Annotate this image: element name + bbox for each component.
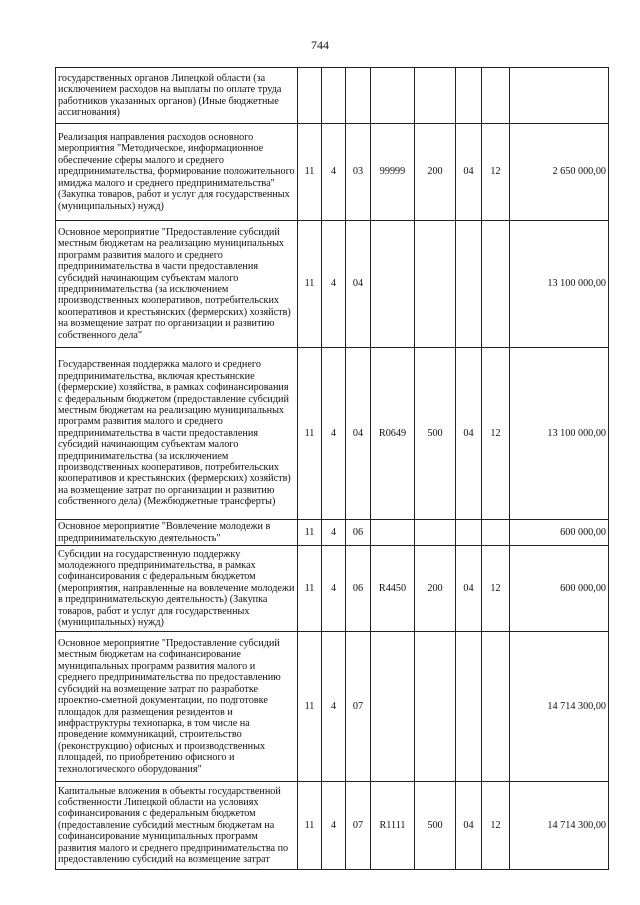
cell-activity: 07	[346, 632, 371, 782]
table-row	[56, 221, 609, 348]
cell-subsection	[482, 632, 510, 782]
row-description: Государственная поддержка малого и среднего предпринимательства, включая крестьянские (фермерские) хозяйства, в рамках софинансирования с федеральным бюджетом (предоставление субсидий местным бюджетам на реализацию муниципальных программ развития малого и среднего предпринимательства в части предоставления субсидий начинающим субъектам малого предпринимательства (за исключением производственных кооперативов, потребительских кооперативов и крестьянских (фермерских) хозяйств) на возмещение затрат по организации и развитию собственного дела) (Межбюджетные трансферты)	[56, 348, 298, 520]
cell-direction: R4450	[371, 546, 415, 632]
cell-activity: 06	[346, 546, 371, 632]
cell-subprogram: 4	[322, 124, 346, 221]
cell-expense-type: 500	[415, 348, 456, 520]
cell-activity: 03	[346, 124, 371, 221]
cell-subsection: 12	[482, 124, 510, 221]
row-description: Основное мероприятие "Вовлечение молодежи в предпринимательскую деятельность"	[56, 520, 298, 546]
cell-subprogram: 4	[322, 348, 346, 520]
cell-amount	[510, 68, 609, 124]
cell-subprogram: 4	[322, 546, 346, 632]
cell-expense-type	[415, 632, 456, 782]
cell-program: 11	[298, 221, 322, 348]
cell-direction: R1111	[371, 782, 415, 870]
cell-program	[298, 68, 322, 124]
cell-activity: 04	[346, 221, 371, 348]
row-description: Капитальные вложения в объекты государственной собственности Липецкой области на условиях софинансирования с федеральным бюджетом (предоставление субсидий местным бюджетам на софинансирование муниципальных программ развития малого и среднего предпринимательства по предоставлению субсидий на возмещение затрат	[56, 782, 298, 870]
table-row	[56, 546, 609, 632]
cell-activity: 04	[346, 348, 371, 520]
cell-amount: 13 100 000,00	[510, 221, 609, 348]
cell-program: 11	[298, 546, 322, 632]
cell-subsection	[482, 68, 510, 124]
cell-expense-type	[415, 68, 456, 124]
cell-program: 11	[298, 782, 322, 870]
cell-subprogram: 4	[322, 221, 346, 348]
cell-subprogram: 4	[322, 520, 346, 546]
cell-amount: 14 714 300,00	[510, 632, 609, 782]
cell-activity: 06	[346, 520, 371, 546]
cell-expense-type	[415, 221, 456, 348]
cell-section: 04	[456, 348, 482, 520]
cell-subsection: 12	[482, 782, 510, 870]
row-description: Реализация направления расходов основного мероприятия "Методическое, информационное обеспечение сферы малого и среднего предпринимательства, формирование положительного имиджа малого и среднего предпринимательства" (Закупка товаров, работ и услуг для государственных (муниципальных) нужд)	[56, 124, 298, 221]
cell-section: 04	[456, 124, 482, 221]
page-number: 744	[311, 38, 329, 52]
cell-subprogram: 4	[322, 632, 346, 782]
cell-program: 11	[298, 632, 322, 782]
cell-direction	[371, 632, 415, 782]
cell-subprogram	[322, 68, 346, 124]
cell-amount: 600 000,00	[510, 520, 609, 546]
cell-section	[456, 520, 482, 546]
table-row	[56, 632, 609, 782]
cell-section: 04	[456, 782, 482, 870]
row-description: государственных органов Липецкой области (за исключением расходов на выплаты по оплате труда работников указанных органов) (Иные бюджетные ассигнования)	[56, 68, 298, 124]
cell-amount: 14 714 300,00	[510, 782, 609, 870]
cell-section	[456, 68, 482, 124]
cell-subsection	[482, 221, 510, 348]
cell-subsection	[482, 520, 510, 546]
cell-direction: R0649	[371, 348, 415, 520]
cell-amount: 13 100 000,00	[510, 348, 609, 520]
row-description: Субсидии на государственную поддержку молодежного предпринимательства, в рамках софинансирования с федеральным бюджетом (мероприятия, направленные на вовлечение молодежи в предпринимательскую деятельность) (Закупка товаров, работ и услуг для государственных (муниципальных) нужд)	[56, 546, 298, 632]
cell-section: 04	[456, 546, 482, 632]
cell-expense-type: 200	[415, 546, 456, 632]
cell-program: 11	[298, 348, 322, 520]
cell-direction	[371, 520, 415, 546]
cell-direction	[371, 68, 415, 124]
cell-subsection: 12	[482, 348, 510, 520]
cell-section	[456, 221, 482, 348]
cell-section	[456, 632, 482, 782]
budget-table	[55, 67, 609, 870]
cell-expense-type	[415, 520, 456, 546]
cell-program: 11	[298, 124, 322, 221]
cell-expense-type: 200	[415, 124, 456, 221]
row-description: Основное мероприятие "Предоставление субсидий местным бюджетам на софинансирование муниципальных программ развития малого и среднего предпринимательства по предоставлению субсидий на возмещение затрат по разработке проектно-сметной документации, по подготовке площадок для размещения резидентов и инфраструктуры технопарка, в том числе на проведение коммуникаций, строительство (реконструкцию) офисных и производственных площадей, по приобретению офисного и технологического оборудования"	[56, 632, 298, 782]
cell-direction: 99999	[371, 124, 415, 221]
table-row	[56, 348, 609, 520]
table-row	[56, 782, 609, 870]
table-row	[56, 520, 609, 546]
cell-amount: 2 650 000,00	[510, 124, 609, 221]
cell-activity	[346, 68, 371, 124]
cell-expense-type: 500	[415, 782, 456, 870]
table-row	[56, 124, 609, 221]
cell-subprogram: 4	[322, 782, 346, 870]
cell-direction	[371, 221, 415, 348]
cell-subsection: 12	[482, 546, 510, 632]
table-row	[56, 68, 609, 124]
row-description: Основное мероприятие "Предоставление субсидий местным бюджетам на реализацию муниципальных программ развития малого и среднего предпринимательства в части предоставления субсидий начинающим субъектам малого предпринимательства (за исключением производственных кооперативов, потребительских кооперативов и крестьянских (фермерских) хозяйств) на возмещение затрат по организации и развитию собственного дела"	[56, 221, 298, 348]
cell-activity: 07	[346, 782, 371, 870]
cell-program: 11	[298, 520, 322, 546]
cell-amount: 600 000,00	[510, 546, 609, 632]
